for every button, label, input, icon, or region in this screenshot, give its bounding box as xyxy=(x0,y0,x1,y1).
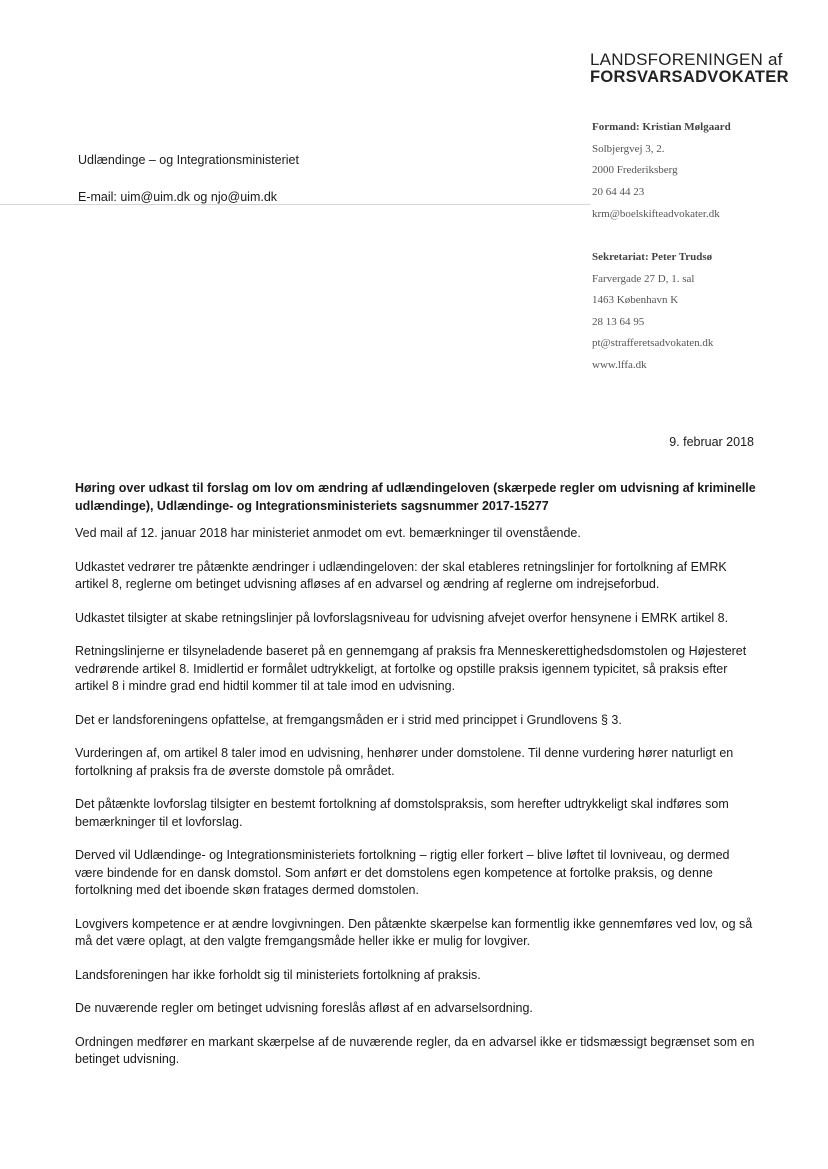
sekretariat-phone: 28 13 64 95 xyxy=(592,316,645,328)
website-link[interactable]: www.lffa.dk xyxy=(592,359,647,371)
formand-name: Kristian Mølgaard xyxy=(639,121,731,133)
formand-street: Solbjergvej 3, 2. xyxy=(592,143,665,155)
sekretariat-label: Sekretariat: xyxy=(592,251,649,263)
sekretariat-city: 1463 København K xyxy=(592,294,679,306)
organization-logo xyxy=(590,50,789,86)
body-paragraph: Vurderingen af, om artikel 8 taler imod en udvisning, henhører under domstolene. Til denne vurdering hører naturligt en fortolkning af praksis fra de øverste domstole på området. xyxy=(75,746,734,778)
sekretariat-name: Peter Trudsø xyxy=(648,251,713,263)
body-paragraph: Ved mail af 12. januar 2018 har ministeriet anmodet om evt. bemærkninger til ovenstående. xyxy=(75,526,581,540)
sekretariat-email-link[interactable]: pt@strafferetsadvokaten.dk xyxy=(592,337,714,349)
body-paragraph: Udkastet tilsigter at skabe retningslinjer på lovforslagsniveau for udvisning afvejet overfor hensynene i EMRK artikel 8. xyxy=(75,610,729,625)
formand-city: 2000 Frederiksberg xyxy=(592,164,678,176)
formand-line xyxy=(592,121,731,133)
formand-email-link[interactable]: krm@boelskifteadvokater.dk xyxy=(592,208,720,220)
formand-phone: 20 64 44 23 xyxy=(592,186,645,198)
body-paragraph: Udkastet vedrører tre påtænkte ændringer i udlændingeloven: der skal etableres retningslinjer for fortolkning af EMRK artikel 8, reglerne om betinget udvisning afløses af en advarsel og ændring af reglerne om indrejseforbud. xyxy=(75,559,727,591)
body-paragraph: De nuværende regler om betinget udvisning foreslås afløst af en advarselsordning. xyxy=(75,1001,533,1015)
body-paragraph: Retningslinjerne er tilsyneladende baseret på en gennemgang af praksis fra Menneskerettighedsdomstolen og Højesteret vedrørende artikel 8. Imidlertid er formålet udtrykkeligt, at fortolke og opstille praksis igennem typicitet, så praksis efter artikel 8 i mindre grad end hidtil kommer til at tale imod en udvisning. xyxy=(75,644,747,693)
body-paragraph: Lovgivers kompetence er at ændre lovgivningen. Den påtænkte skærpelse kan formentlig ikke gennemføres ved lov, og så må det være oplagt, at den valgte fremgangsmåde heller ikke er mulig for lovgiver. xyxy=(75,916,753,948)
divider-line xyxy=(0,204,590,205)
recipient-email: E-mail: uim@uim.dk og njo@uim.dk xyxy=(78,190,278,204)
body-paragraph: Det påtænkte lovforslag tilsigter en bestemt fortolkning af domstolspraksis, som herefter udtrykkeligt skal indføres som bemærkninger til et lovforslag. xyxy=(75,797,729,829)
body-paragraph: Landsforeningen har ikke forholdt sig til ministeriets fortolkning af praksis. xyxy=(75,967,481,982)
body-paragraph: Ordningen medfører en markant skærpelse af de nuværende regler, da en advarsel ikke er tidsmæssigt begrænset som en betinget udvisning. xyxy=(75,1034,755,1066)
body-paragraph: Derved vil Udlændinge- og Integrationsministeriets fortolkning – rigtig eller forkert – blive løftet til lovniveau, og dermed være bindende for en dansk domstol. Som anført er det domstolens egen kompetence at fortolke praksis, og denne fortolkning med det iboende skøn fratages dermed domstolen. xyxy=(75,848,730,897)
letter-date: 9. februar 2018 xyxy=(669,435,754,449)
recipient-name: Udlændinge – og Integrationsministeriet xyxy=(78,153,299,167)
body-paragraph: Det er landsforeningens opfattelse, at fremgangsmåden er i strid med princippet i Grundlovens § 3. xyxy=(75,712,622,727)
logo-line-2: FORSVARSADVOKATER xyxy=(590,68,789,86)
sekretariat-street: Farvergade 27 D, 1. sal xyxy=(592,273,695,285)
letter-body xyxy=(75,480,759,1085)
sekretariat-line xyxy=(592,251,712,263)
logo-line-1: LANDSFORENINGEN af xyxy=(590,50,783,69)
formand-label: Formand: xyxy=(592,121,640,133)
letter-subject: Høring over udkast til forslag om lov om ændring af udlændingeloven (skærpede regler om udvisning af kriminelle udlændinge), Udlændinge- og Integrationsministeriets sagsnummer 2017-15277 xyxy=(75,481,756,513)
